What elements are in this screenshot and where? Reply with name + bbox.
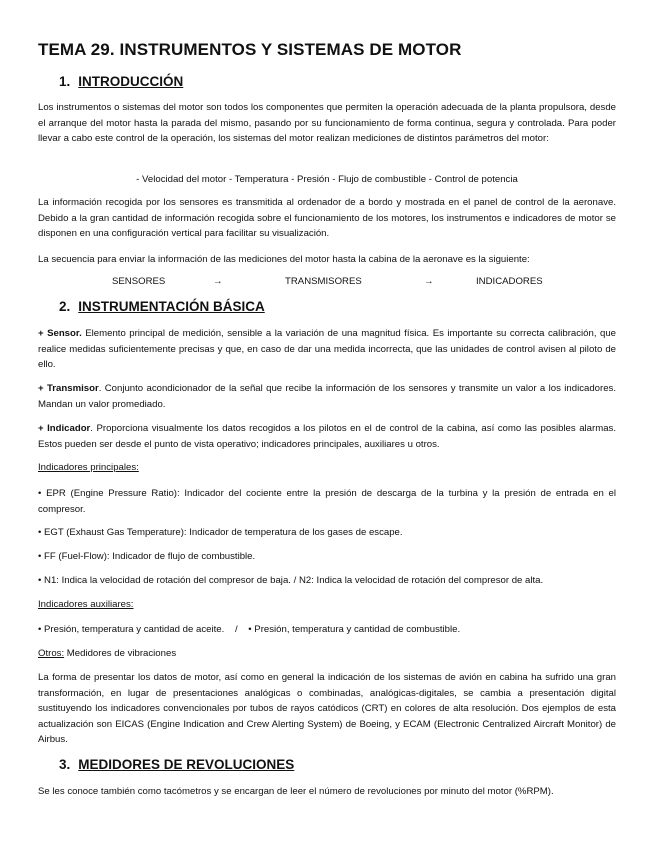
section-1-title: INTRODUCCIÓN bbox=[78, 74, 184, 89]
arrow-right-icon: → bbox=[213, 276, 223, 287]
otros-text: Medidores de vibraciones bbox=[64, 648, 177, 659]
section-2-title: INSTRUMENTACIÓN BÁSICA bbox=[78, 299, 265, 314]
indicador-text: . Proporciona visualmente los datos recogidos a los pilotos en el de control de la cabina, así como las posibles alarmas. Estos pueden ser desde el punto de vista operativo; indicadores principales, auxiliares u otros. bbox=[38, 423, 616, 450]
sequence-sensores: SENSORES bbox=[112, 276, 166, 287]
sequence-intro: La secuencia para enviar la información de las mediciones del motor hasta la cabina de la aeronave es la siguiente: bbox=[38, 254, 530, 265]
auxiliares-heading: Indicadores auxiliares: bbox=[38, 599, 134, 610]
otros-line bbox=[38, 646, 616, 662]
sensor-text: Elemento principal de medición, sensible a la variación de una magnitud física. Es importante su correcta calibración, que realice medidas suficientemente precisas y que, en caso de dar una medida incorrecta, que las unidades de control avisen al piloto de ello. bbox=[38, 328, 616, 370]
transmisor-label: + Transmisor bbox=[38, 383, 99, 394]
sequence-indicadores: INDICADORES bbox=[476, 276, 543, 287]
list-item-egt: • EGT (Exhaust Gas Temperature): Indicador de temperatura de los gases de escape. bbox=[38, 527, 403, 538]
list-item-epr: • EPR (Engine Pressure Ratio): Indicador del cociente entre la presión de descarga de la turbina y la presión de entrada en el compresor. bbox=[38, 488, 616, 515]
intro-paragraph: Los instrumentos o sistemas del motor son todos los componentes que permiten la operación adecuada de la planta propulsora, desde el arranque del motor hasta la parada del mismo, pasando por su funcionamiento de forma continua, segura y controlada. Para poder llevar a cabo este control de la operación, los sistemas del motor realizan mediciones de distintos parámetros del motor: bbox=[38, 102, 616, 144]
info-paragraph: La información recogida por los sensores es transmitida al ordenador de a bordo y mostrada en el panel de control de la aeronave. Debido a la gran cantidad de información recogida sobre el funcionamiento de los motores, los instrumentos e indicadores de motor se disponen en una configuración vertical para facilitar su visualización. bbox=[38, 197, 616, 239]
indicador-paragraph bbox=[38, 421, 616, 452]
section-3-heading bbox=[59, 757, 294, 772]
sensor-label: + Sensor. bbox=[38, 328, 82, 339]
sequence-transmisores: TRANSMISORES bbox=[285, 276, 362, 287]
indicador-label: + Indicador bbox=[38, 423, 91, 434]
transmisor-paragraph bbox=[38, 381, 616, 412]
section-3-number: 3. bbox=[59, 757, 71, 772]
principales-heading: Indicadores principales: bbox=[38, 462, 139, 473]
document-title: TEMA 29. INSTRUMENTOS Y SISTEMAS DE MOTOR bbox=[38, 40, 462, 59]
parameters-line: - Velocidad del motor - Temperatura - Presión - Flujo de combustible - Control de potencia bbox=[136, 174, 518, 185]
section-2-number: 2. bbox=[59, 299, 71, 314]
tacometros-paragraph: Se les conoce también como tacómetros y se encargan de leer el número de revoluciones por minuto del motor (%RPM). bbox=[38, 786, 554, 797]
section-1-heading bbox=[59, 74, 183, 89]
forma-paragraph: La forma de presentar los datos de motor, así como en general la indicación de los sistemas de avión en cabina ha sufrido una gran transformación, en lugar de presentaciones analógicas o combinadas, analógicas-digitales, se cambia a presentación digital sustituyendo los indicadores convencionales por tubos de rayos catódicos (CRT) en colores de alta resolución. Dos ejemplos de esta actualización son EICAS (Engine Indication and Crew Alerting System) de Boeing, y ECAM (Electronic Centralized Aircraft Monitor) de Airbus. bbox=[38, 672, 616, 745]
transmisor-text: . Conjunto acondicionador de la señal que recibe la información de los sensores y transmite un valor a los indicadores. Mandan un valor promediado. bbox=[38, 383, 616, 410]
otros-label: Otros: bbox=[38, 648, 65, 659]
list-item-ff: • FF (Fuel-Flow): Indicador de flujo de combustible. bbox=[38, 551, 256, 562]
arrow-right-icon: → bbox=[424, 276, 434, 287]
section-3-title: MEDIDORES DE REVOLUCIONES bbox=[78, 757, 295, 772]
section-1-number: 1. bbox=[59, 74, 71, 89]
sensor-paragraph bbox=[38, 326, 616, 373]
list-item-auxiliares: • Presión, temperatura y cantidad de aceite. / • Presión, temperatura y cantidad de combustible. bbox=[38, 624, 461, 635]
list-item-n1-n2: • N1: Indica la velocidad de rotación del compresor de baja. / N2: Indica la velocidad de rotación del compresor de alta. bbox=[38, 575, 544, 586]
section-2-heading bbox=[59, 299, 265, 314]
